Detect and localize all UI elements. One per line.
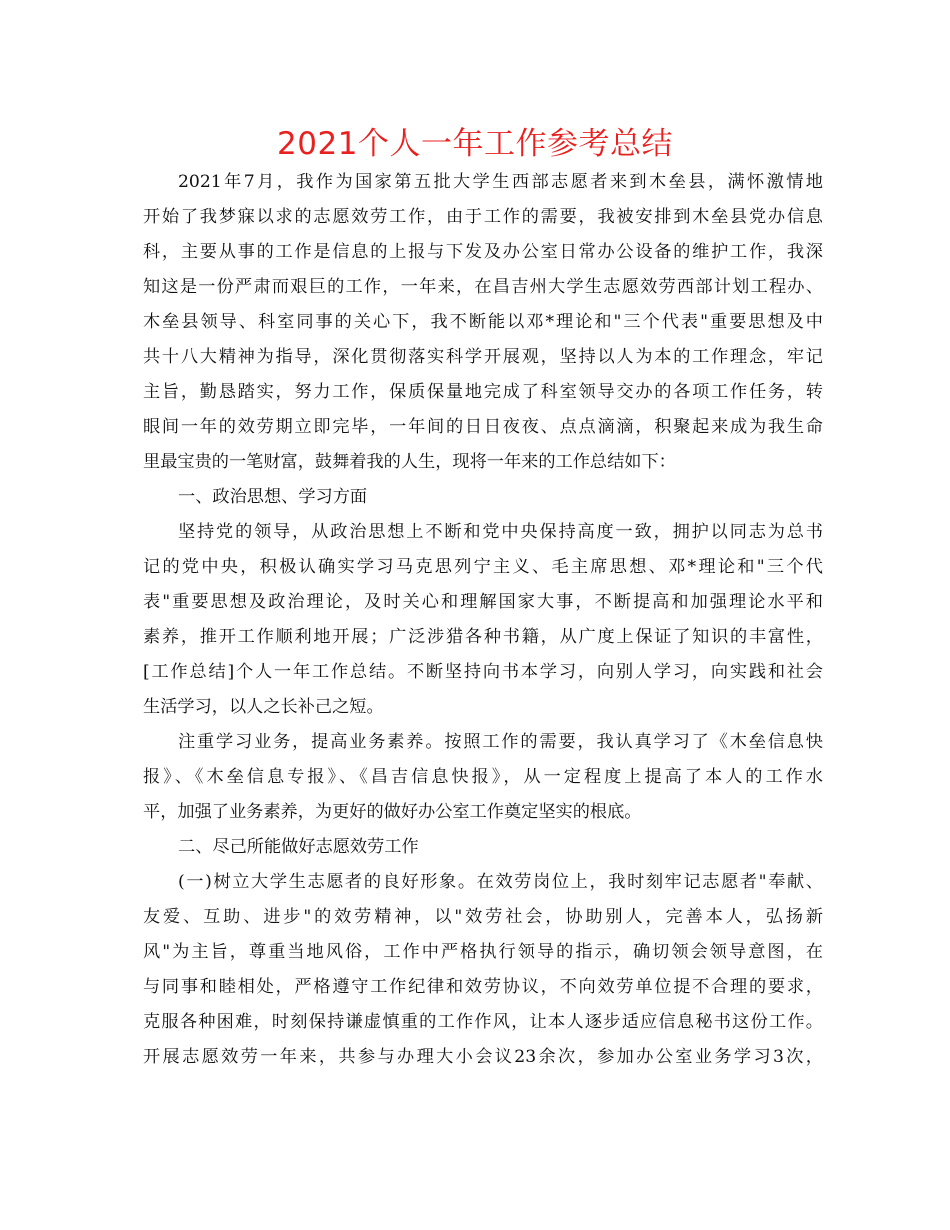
- document-title: 2021个人一年工作参考总结: [277, 126, 673, 162]
- paragraph-line: 素养，推开工作顺利地开展；广泛涉猎各种书籍，从广度上保证了知识的丰富性，: [143, 627, 823, 647]
- paragraph-line: 木垒县领导、科室同事的关心下，我不断能以邓*理论和"三个代表"重要思想及中: [143, 312, 823, 332]
- paragraph-line: 表"重要思想及政治理论，及时关心和理解国家大事，不断提高和加强理论水平和: [143, 592, 823, 612]
- paragraph-line: [工作总结]个人一年工作总结。不断坚持向书本学习，向别人学习，向实践和社会: [143, 662, 823, 682]
- paragraph-line: 共十八大精神为指导，深化贯彻落实科学开展观，坚持以人为本的工作理念，牢记: [143, 347, 823, 367]
- document-body: [143, 165, 823, 1075]
- paragraph-line: 科，主要从事的工作是信息的上报与下发及办公室日常办公设备的维护工作，我深: [143, 242, 823, 262]
- paragraph-line: 开始了我梦寐以求的志愿效劳工作，由于工作的需要，我被安排到木垒县党办信息: [143, 207, 823, 227]
- paragraph-line: 知这是一份严肃而艰巨的工作，一年来，在昌吉州大学生志愿效劳西部计划工程办、: [143, 277, 823, 297]
- paragraph-line: 平，加强了业务素养，为更好的做好办公室工作奠定坚实的根底。: [143, 802, 642, 822]
- section-heading: 一、政治思想、学习方面: [178, 487, 368, 507]
- paragraph-line: 主旨，勤恳踏实，努力工作，保质保量地完成了科室领导交办的各项工作任务，转: [143, 382, 823, 402]
- paragraph-line: 注重学习业务，提高业务素养。按照工作的需要，我认真学习了《木垒信息快: [178, 732, 823, 752]
- paragraph-line: 报》、《木垒信息专报》、《昌吉信息快报》，从一定程度上提高了本人的工作水: [143, 767, 823, 787]
- paragraph-line: 与同事和睦相处，严格遵守工作纪律和效劳协议，不向效劳单位提不合理的要求，: [143, 977, 823, 997]
- paragraph-line: 生活学习，以人之长补己之短。: [143, 697, 384, 717]
- paragraph-line: 眼间一年的效劳期立即完毕，一年间的日日夜夜、点点滴滴，积聚起来成为我生命: [143, 417, 823, 437]
- paragraph-line: 里最宝贵的一笔财富，鼓舞着我的人生，现将一年来的工作总结如下：: [143, 452, 676, 472]
- paragraph-line: 友爱、互助、进步"的效劳精神，以"效劳社会，协助别人，完善本人，弘扬新: [143, 907, 823, 927]
- paragraph-line: 克服各种困难，时刻保持谦虚慎重的工作作风，让本人逐步适应信息秘书这份工作。: [143, 1012, 823, 1032]
- paragraph-line: 坚持党的领导，从政治思想上不断和党中央保持高度一致，拥护以同志为总书: [178, 522, 823, 542]
- paragraph-line: 记的党中央，积极认确实学习马克思列宁主义、毛主席思想、邓*理论和"三个代: [143, 557, 823, 577]
- paragraph-line: 2021年7月，我作为国家第五批大学生西部志愿者来到木垒县，满怀激情地: [178, 172, 823, 192]
- paragraph-line: 风"为主旨，尊重当地风俗，工作中严格执行领导的指示，确切领会领导意图，在: [143, 942, 823, 962]
- paragraph-line: (一)树立大学生志愿者的良好形象。在效劳岗位上，我时刻牢记志愿者"奉献、: [178, 872, 823, 892]
- section-heading: 二、尽己所能做好志愿效劳工作: [178, 837, 419, 857]
- paragraph-line: 开展志愿效劳一年来，共参与办理大小会议23余次，参加办公室业务学习3次，: [143, 1047, 823, 1067]
